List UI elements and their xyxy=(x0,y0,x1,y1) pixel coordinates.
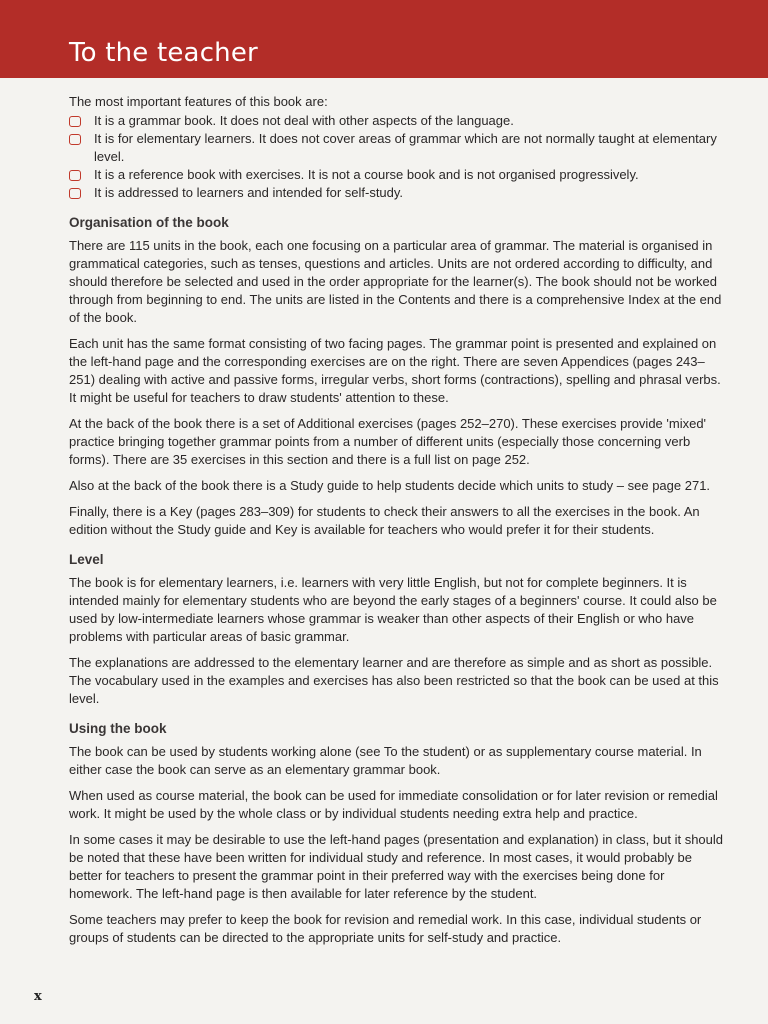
section-heading: Using the book xyxy=(69,721,167,736)
bullet-box-icon xyxy=(69,170,81,181)
list-item xyxy=(69,112,725,130)
list-item xyxy=(69,130,725,166)
section-heading: Level xyxy=(69,552,104,567)
paragraph: There are 115 units in the book, each one focusing on a particular area of grammar. The material is organised in grammatical categories, such as tenses, questions and articles. Units are not ordered according to difficulty, and should therefore be selected and used in the order appropriate for the learner(s). The book should not be worked through from beginning to end. The units are listed in the Contents and there is a comprehensive Index at the end of the book. xyxy=(69,238,722,325)
page-content xyxy=(69,93,725,955)
list-item xyxy=(69,184,725,202)
list-item xyxy=(69,166,725,184)
feature-text: It is addressed to learners and intended for self-study. xyxy=(94,185,404,200)
paragraph: Finally, there is a Key (pages 283–309) for students to check their answers to all the exercises in the book. An edition without the Study guide and Key is available for teachers who would prefer it for their students. xyxy=(69,504,700,537)
bullet-box-icon xyxy=(69,116,81,127)
feature-text: It is a grammar book. It does not deal with other aspects of the language. xyxy=(94,113,514,128)
paragraph: When used as course material, the book can be used for immediate consolidation or for later revision or remedial work. It might be used by the whole class or by individual students needing extra help and practice. xyxy=(69,788,718,821)
paragraph: Also at the back of the book there is a Study guide to help students decide which units to study – see page 271. xyxy=(69,478,711,493)
paragraph: The explanations are addressed to the elementary learner and are therefore as simple and as short as possible. The vocabulary used in the examples and exercises has also been restricted so that the book can be used at this level. xyxy=(69,655,719,706)
feature-text: It is for elementary learners. It does not cover areas of grammar which are not normally taught at elementary level. xyxy=(94,131,717,164)
page-title: To the teacher xyxy=(69,38,258,68)
paragraph: The book is for elementary learners, i.e. learners with very little English, but not for complete beginners. It is intended mainly for elementary students who are beyond the early stages of a beginners' course. It could also be used by low-intermediate learners whose grammar is weaker than other aspects of their English or who have problems with particular areas of basic grammar. xyxy=(69,575,717,644)
feature-text: It is a reference book with exercises. It is not a course book and is not organised progressively. xyxy=(94,167,639,182)
paragraph: Each unit has the same format consisting of two facing pages. The grammar point is presented and explained on the left-hand page and the corresponding exercises are on the right. There are seven Appendices (pages 243–251) dealing with active and passive forms, irregular verbs, short forms (contractions), spelling and phrasal verbs. It might be useful for teachers to draw students' attention to these. xyxy=(69,336,721,405)
section-heading: Organisation of the book xyxy=(69,215,229,230)
bullet-box-icon xyxy=(69,188,81,199)
page-number: x xyxy=(34,989,42,1004)
title-banner xyxy=(0,0,768,78)
paragraph: At the back of the book there is a set of Additional exercises (pages 252–270). These exercises provide 'mixed' practice bringing together grammar points from a number of different units (especially those concerning verb forms). There are 35 exercises in this section and there is a full list on page 252. xyxy=(69,416,707,467)
intro-text: The most important features of this book are: xyxy=(69,94,328,109)
paragraph: Some teachers may prefer to keep the book for revision and remedial work. In this case, individual students or groups of students can be directed to the appropriate units for self-study and practice. xyxy=(69,912,702,945)
paragraph: The book can be used by students working alone (see To the student) or as supplementary course material. In either case the book can serve as an elementary grammar book. xyxy=(69,744,702,777)
feature-list xyxy=(69,112,725,202)
bullet-box-icon xyxy=(69,134,81,145)
paragraph: In some cases it may be desirable to use the left-hand pages (presentation and explanation) in class, but it should be noted that these have been written for individual study and reference. In most cases, it would probably be better for teachers to present the grammar point in their preferred way with the exercises being done for homework. The left-hand page is then available for later reference by the student. xyxy=(69,832,723,901)
